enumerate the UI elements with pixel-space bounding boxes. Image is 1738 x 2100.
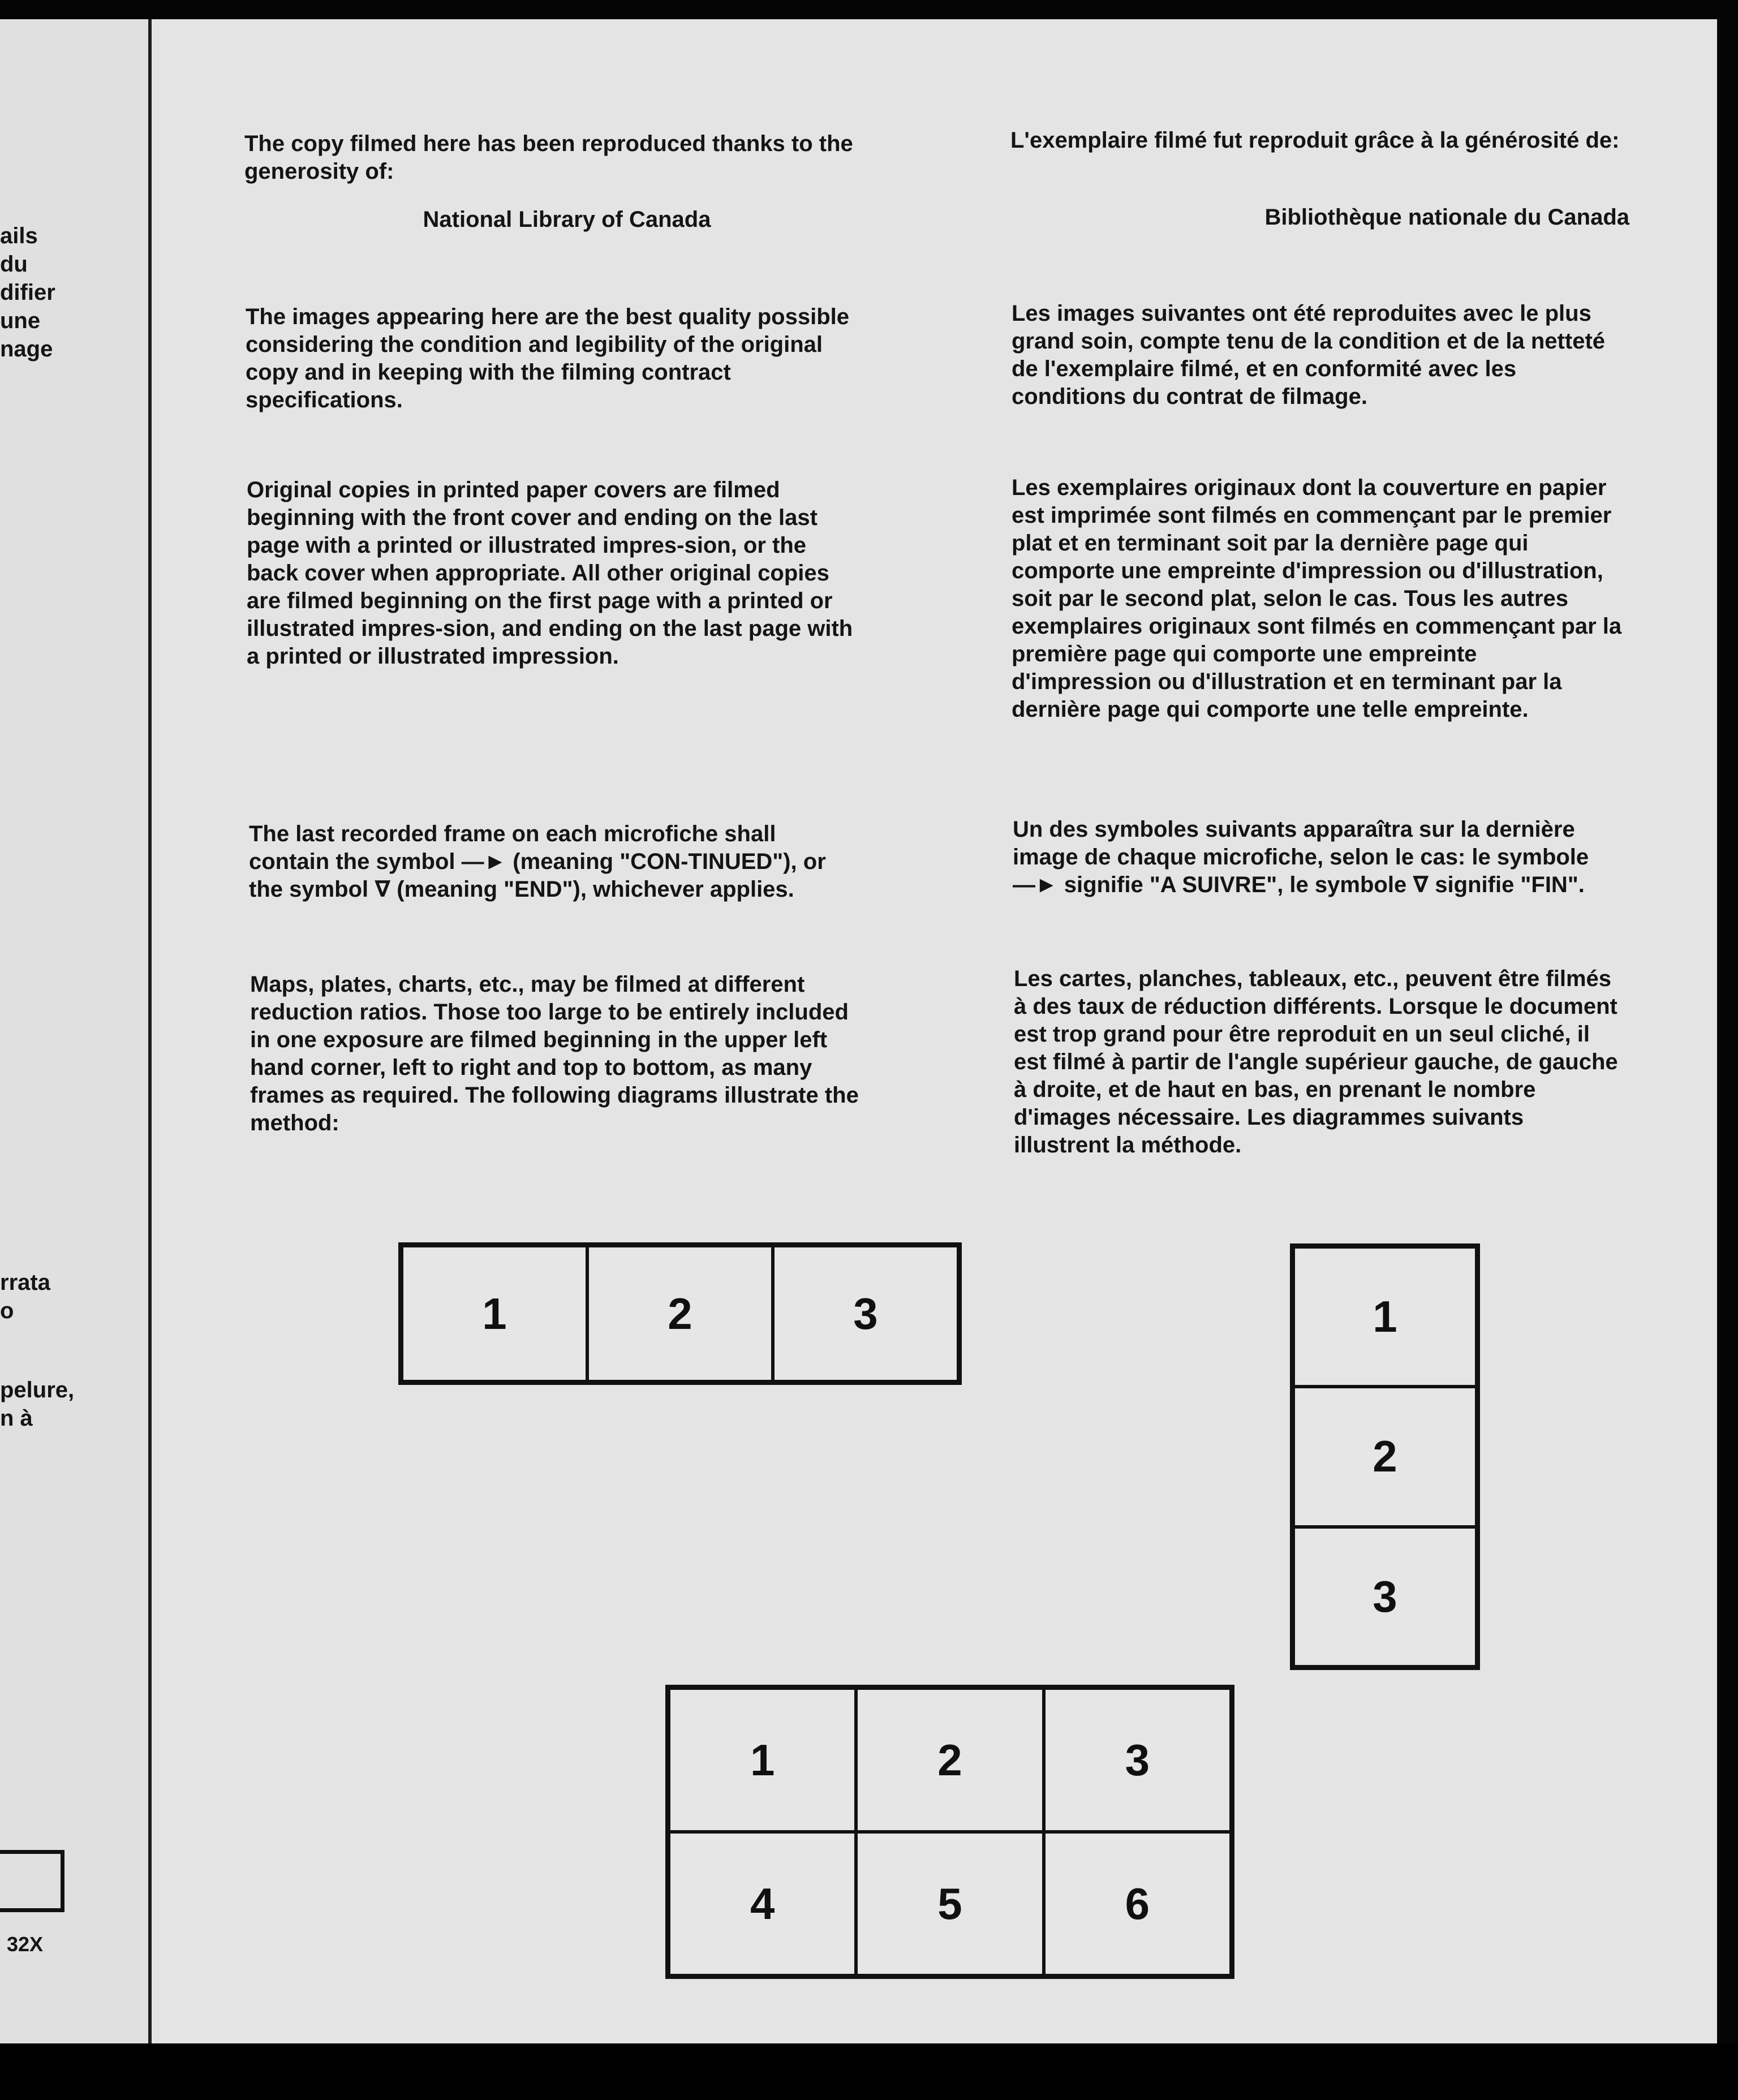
edge-fragment: o xyxy=(0,1298,14,1323)
frame-cell: 2 xyxy=(1293,1387,1477,1526)
frame-cell: 3 xyxy=(773,1246,958,1382)
edge-fragment: ails xyxy=(0,223,38,248)
french-covers-text: Les exemplaires originaux dont la couverture en papier est imprimée sont filmés en commençant par le premier plat et en terminant soit par la dernière page qui comporte une empreinte d'impression ou d'illustration, soit par le second plat, selon le cas. Tous les autres exemplaires originaux sont filmés en commençant par la première page qui comporte une empreinte d'impression ou d'illustration et en terminant par la dernière page qui comporte une telle empreinte. xyxy=(1012,475,1622,722)
frame-cell: 5 xyxy=(856,1832,1043,1976)
french-quality-text: Les images suivantes ont été reproduites avec le plus grand soin, compte tenu de la condition et de la netteté de l'exemplaire filmé, et en conformité avec les conditions du contrat de filmage. xyxy=(1012,301,1606,409)
frame-cell: 2 xyxy=(587,1246,773,1382)
diagram-vertical xyxy=(1290,1243,1480,1670)
edge-fragment: une xyxy=(0,308,41,333)
edge-fragment: difier xyxy=(0,280,55,305)
frame-cell: 2 xyxy=(856,1688,1043,1832)
scale-label: 32X xyxy=(7,1933,44,1956)
frame-cell: 1 xyxy=(669,1688,856,1832)
english-symbol-text: The last recorded frame on each microfiche shall contain the symbol —► (meaning "CON-TINUED"), or the symbol ∇ (meaning "END"), whichever applies. xyxy=(249,821,826,902)
frame-cell: 6 xyxy=(1044,1832,1231,1976)
frame-cell: 3 xyxy=(1044,1688,1231,1832)
edge-fragment: n à xyxy=(0,1406,33,1431)
resolution-target-box xyxy=(0,1850,64,1912)
french-generosity-text: L'exemplaire filmé fut reproduit grâce à la générosité de: xyxy=(1010,128,1620,153)
film-border xyxy=(0,2043,1738,2100)
frame-cell: 1 xyxy=(1293,1247,1477,1387)
edge-fragment: nage xyxy=(0,337,53,362)
diagram-horizontal xyxy=(398,1242,962,1385)
edge-fragment: rrata xyxy=(0,1270,50,1295)
english-maps-text: Maps, plates, charts, etc., may be filmed at different reduction ratios. Those too large to be entirely included in one exposure are filmed beginning in the upper left hand corner, left to right and top to bottom, as many frames as required. The following diagrams illustrate the method: xyxy=(250,972,859,1135)
english-generosity-text: The copy filmed here has been reproduced thanks to the generosity of: xyxy=(244,131,853,184)
english-institution: National Library of Canada xyxy=(423,207,711,232)
frame-cell: 3 xyxy=(1293,1527,1477,1667)
edge-fragment: du xyxy=(0,252,28,277)
previous-frame-edge xyxy=(0,19,152,2043)
frame-cell: 1 xyxy=(402,1246,587,1382)
diagram-grid xyxy=(665,1685,1234,1979)
edge-fragment: pelure, xyxy=(0,1378,75,1402)
french-maps-text: Les cartes, planches, tableaux, etc., peuvent être filmés à des taux de réduction différents. Lorsque le document est trop grand pour être reproduit en un seul cliché, il est filmé à partir de l'angle supérieur gauche, de gauche à droite, et de haut en bas, en prenant le nombre d'images nécessaire. Les diagrammes suivants illustrent la méthode. xyxy=(1014,966,1618,1157)
french-institution: Bibliothèque nationale du Canada xyxy=(1264,205,1629,230)
english-covers-text: Original copies in printed paper covers are filmed beginning with the front cover and ending on the last page with a printed or illustrated impres-sion, or the back cover when appropriate. All other original copies are filmed beginning on the first page with a printed or illustrated impres-sion, and ending on the last page with a printed or illustrated impression. xyxy=(247,477,853,669)
english-quality-text: The images appearing here are the best quality possible considering the condition and legibility of the original copy and in keeping with the filming contract specifications. xyxy=(246,304,849,412)
french-symbol-text: Un des symboles suivants apparaîtra sur la dernière image de chaque microfiche, selon le cas: le symbole —► signifie "A SUIVRE", le symbole ∇ signifie "FIN". xyxy=(1013,817,1589,897)
frame-cell: 4 xyxy=(669,1832,856,1976)
